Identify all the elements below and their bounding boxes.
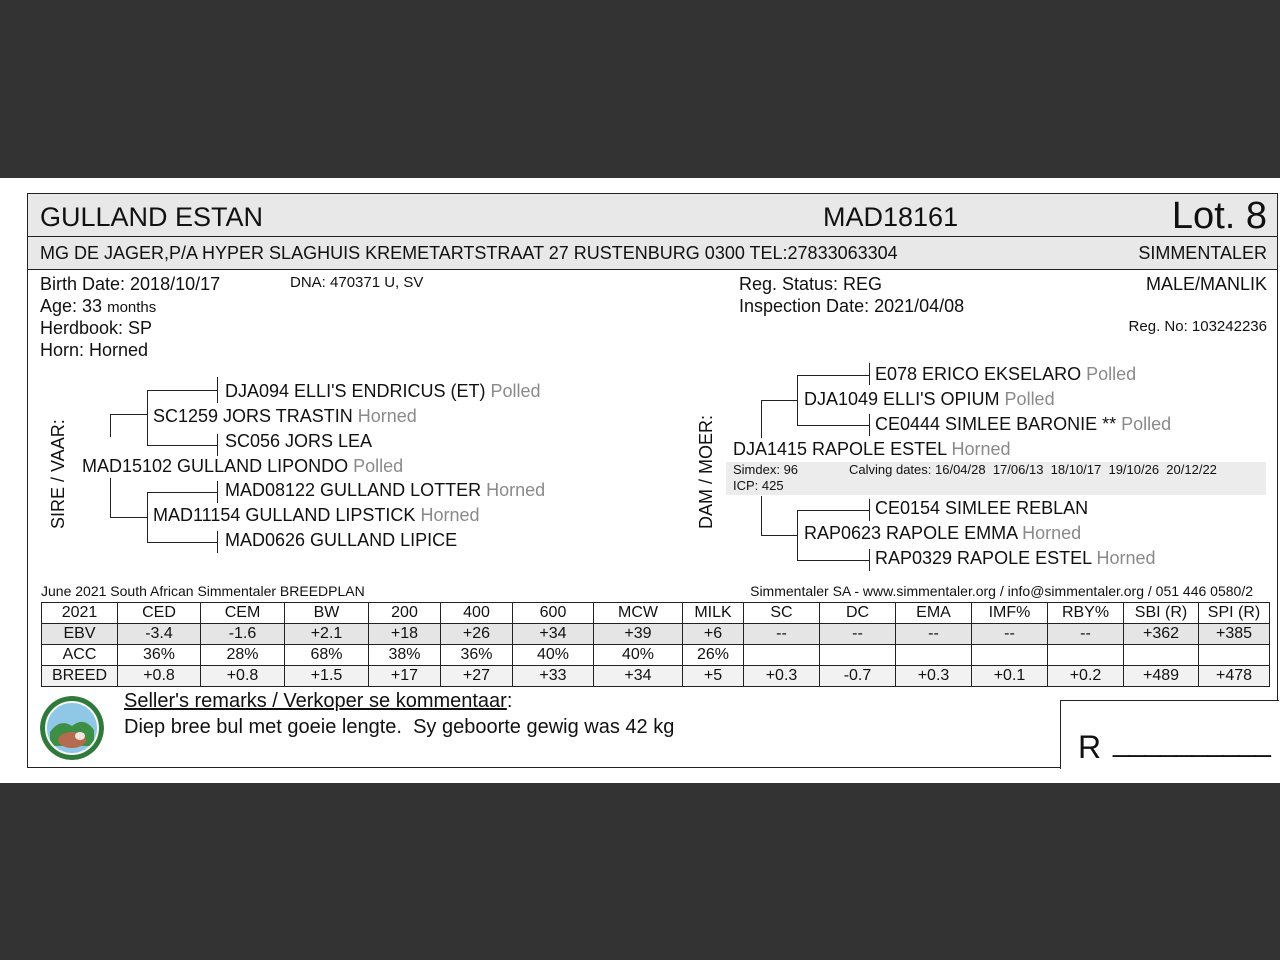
table-cell: -- [896, 624, 972, 645]
dam-sire-dam [875, 414, 1171, 435]
pedigree-line [869, 549, 870, 571]
inspection-date: Inspection Date: 2021/04/08 [739, 296, 965, 316]
herdbook: Herdbook: SP [40, 318, 153, 338]
ancestor-horn: Polled [490, 381, 541, 401]
table-cell: +478 [1199, 666, 1270, 687]
ancestor-horn: Horned [951, 439, 1011, 459]
table-cell: SPI (R) [1199, 603, 1270, 624]
table-cell: +18 [369, 624, 441, 645]
price-box [1060, 700, 1279, 769]
pedigree-line [147, 542, 217, 543]
ancestor-name: SC056 JORS LEA [225, 431, 373, 451]
ancestor-horn: Polled [1004, 389, 1055, 409]
age-value: Age: 33 [40, 296, 103, 316]
table-cell: +0.2 [1048, 666, 1124, 687]
pedigree-line [217, 377, 218, 403]
table-cell: CED [118, 603, 201, 624]
ancestor-name: MAD11154 GULLAND LIPSTICK [153, 505, 416, 525]
ancestor-name: RAP0623 RAPOLE EMMA [804, 523, 1018, 543]
breedplan-table [41, 602, 1270, 687]
table-cell: -- [972, 624, 1048, 645]
simmentaler-logo-icon [40, 696, 104, 760]
title-bar [28, 194, 1277, 237]
sire-sire-sire [225, 381, 541, 402]
ancestor-horn: Horned [1022, 523, 1082, 543]
ancestor-name: E078 ERICO EKSELARO [875, 364, 1082, 384]
dam-dam [804, 523, 1081, 544]
table-cell: -- [744, 624, 820, 645]
catalogue-page [0, 178, 1280, 783]
pedigree-line [147, 492, 148, 543]
table-cell: +0.8 [118, 666, 201, 687]
remarks-text: Diep bree bul met goeie lengte. Sy geboorte gewig was 42 kg [124, 716, 675, 738]
table-cell: CEM [201, 603, 285, 624]
pedigree-line [869, 499, 870, 521]
owner-info: MG DE JAGER,P/A HYPER SLAGHUIS KREMETARTSTRAAT 27 RUSTENBURG 0300 TEL:27833063304 [40, 243, 898, 263]
table-cell: +489 [1124, 666, 1199, 687]
table-cell: -- [1048, 624, 1124, 645]
table-cell: +0.1 [972, 666, 1048, 687]
dam-dam-sire [875, 498, 1088, 519]
table-cell: +1.5 [285, 666, 369, 687]
breedplan-contact: Simmentaler SA - www.simmentaler.org / info@simmentaler.org / 051 446 0580/2 [750, 583, 1253, 599]
pedigree-line [797, 560, 869, 561]
sire [82, 456, 403, 477]
table-row [42, 624, 1270, 645]
age [40, 296, 156, 317]
table-cell [744, 645, 820, 666]
table-cell: 26% [683, 645, 744, 666]
table-cell: +0.8 [201, 666, 285, 687]
dam-sire [804, 389, 1055, 410]
table-row [42, 666, 1270, 687]
table-cell: RBY% [1048, 603, 1124, 624]
table-cell: +26 [441, 624, 513, 645]
table-cell: -0.7 [820, 666, 896, 687]
pedigree-line [147, 390, 148, 446]
table-cell [820, 645, 896, 666]
pedigree-line [147, 390, 217, 391]
table-cell: 38% [369, 645, 441, 666]
table-cell [972, 645, 1048, 666]
table-cell: 2021 [42, 603, 118, 624]
pedigree-line [797, 375, 798, 426]
ancestor-horn: Horned [1096, 548, 1156, 568]
ancestor-name: MAD15102 GULLAND LIPONDO [82, 456, 349, 476]
table-cell: 400 [441, 603, 513, 624]
pedigree-line [761, 535, 797, 536]
lot-number: Lot. 8 [1171, 195, 1267, 237]
table-cell: +33 [513, 666, 594, 687]
pedigree-line [797, 510, 798, 561]
pedigree-line [217, 531, 218, 553]
horn-status: Horn: Horned [40, 340, 149, 360]
dna-info: DNA: 470371 U, SV [290, 274, 424, 291]
table-cell: ACC [42, 645, 118, 666]
table-cell: 40% [513, 645, 594, 666]
table-row [42, 603, 1270, 624]
table-cell: +34 [594, 666, 683, 687]
simdex: Simdex: 96 [733, 462, 799, 477]
table-cell: DC [820, 603, 896, 624]
table-cell: 36% [441, 645, 513, 666]
ancestor-name: DJA1415 RAPOLE ESTEL [733, 439, 947, 459]
sire-sire-dam [225, 431, 372, 452]
table-cell [1199, 645, 1270, 666]
pedigree-line [797, 510, 869, 511]
ancestor-horn: Horned [357, 406, 417, 426]
pedigree-line [761, 496, 762, 536]
table-cell: +362 [1124, 624, 1199, 645]
pedigree-line [869, 414, 870, 436]
ancestor-name: SC1259 JORS TRASTIN [153, 406, 353, 426]
dam-dam-dam [875, 548, 1156, 569]
table-cell: +17 [369, 666, 441, 687]
pedigree-line [110, 478, 111, 518]
age-unit: months [107, 299, 157, 316]
table-cell: 28% [201, 645, 285, 666]
ancestor-horn: Polled [1086, 364, 1137, 384]
table-cell: -- [820, 624, 896, 645]
sire-dam-sire [225, 480, 545, 501]
pedigree-line [147, 492, 217, 493]
pedigree-line [761, 400, 762, 438]
pedigree-line [869, 363, 870, 385]
sire-label: SIRE / VAAR: [48, 419, 68, 529]
breed-name: SIMMENTALER [1138, 243, 1267, 263]
reg-number: Reg. No: 103242236 [1128, 318, 1267, 335]
table-cell: BW [285, 603, 369, 624]
table-cell: +34 [513, 624, 594, 645]
ancestor-name: MAD08122 GULLAND LOTTER [225, 480, 482, 500]
table-cell: SBI (R) [1124, 603, 1199, 624]
table-cell: 40% [594, 645, 683, 666]
table-cell: +27 [441, 666, 513, 687]
table-cell: +6 [683, 624, 744, 645]
table-cell: IMF% [972, 603, 1048, 624]
ancestor-name: CE0154 SIMLEE REBLAN [875, 498, 1089, 518]
lot-card [27, 193, 1278, 768]
birth-date: Birth Date: 2018/10/17 [40, 274, 221, 294]
table-row [42, 645, 1270, 666]
table-cell: 36% [118, 645, 201, 666]
ancestor-horn: Polled [1121, 414, 1172, 434]
ancestor-name: DJA094 ELLI'S ENDRICUS (ET) [225, 381, 486, 401]
icp: ICP: 425 [733, 478, 784, 493]
table-cell: +0.3 [744, 666, 820, 687]
table-cell: SC [744, 603, 820, 624]
dam [733, 439, 1011, 460]
ancestor-name: MAD0626 GULLAND LIPICE [225, 530, 458, 550]
table-cell [896, 645, 972, 666]
price-currency: R [1078, 729, 1102, 765]
table-cell [1048, 645, 1124, 666]
table-cell: EBV [42, 624, 118, 645]
table-cell: MCW [594, 603, 683, 624]
sire-dam [153, 505, 480, 526]
pedigree-line [110, 414, 147, 415]
sex: MALE/MANLIK [1145, 274, 1267, 294]
table-cell: -1.6 [201, 624, 285, 645]
pedigree-line [217, 481, 218, 503]
pedigree-line [147, 445, 217, 446]
table-cell: +385 [1199, 624, 1270, 645]
breedplan-title: June 2021 South African Simmentaler BREEDPLAN [41, 583, 365, 599]
dam-label: DAM / MOER: [696, 414, 716, 529]
table-cell: MILK [683, 603, 744, 624]
table-cell: +0.3 [896, 666, 972, 687]
calving-dates: Calving dates: 16/04/28 17/06/13 18/10/17 19/10/26 20/12/22 [849, 462, 1217, 477]
table-cell: -3.4 [118, 624, 201, 645]
ancestor-horn: Horned [420, 505, 480, 525]
sire-dam-dam [225, 530, 457, 551]
reg-status: Reg. Status: REG [739, 274, 883, 294]
dam-sire-sire [875, 364, 1136, 385]
table-cell: 68% [285, 645, 369, 666]
ancestor-name: DJA1049 ELLI'S OPIUM [804, 389, 1000, 409]
table-cell: 600 [513, 603, 594, 624]
animal-id: MAD18161 [823, 202, 959, 232]
ancestor-horn: Horned [486, 480, 546, 500]
table-cell: BREED [42, 666, 118, 687]
pedigree-line [797, 425, 869, 426]
owner-bar [28, 237, 1277, 270]
pedigree-line [217, 434, 218, 456]
table-cell: EMA [896, 603, 972, 624]
pedigree-line [110, 517, 147, 518]
pedigree-line [110, 414, 111, 437]
table-cell: +39 [594, 624, 683, 645]
table-cell: +5 [683, 666, 744, 687]
table-cell: +2.1 [285, 624, 369, 645]
sire-sire [153, 406, 417, 427]
pedigree-line [761, 400, 797, 401]
ancestor-horn: Polled [353, 456, 404, 476]
table-cell [1124, 645, 1199, 666]
remarks-heading [124, 690, 512, 713]
ancestor-name: RAP0329 RAPOLE ESTEL [875, 548, 1092, 568]
remarks-label: Seller's remarks / Verkoper se kommentaar [124, 690, 507, 712]
price-input-line[interactable]: __________ [1113, 725, 1270, 758]
remarks-colon: : [506, 690, 513, 712]
table-cell: 200 [369, 603, 441, 624]
animal-name: GULLAND ESTAN [40, 202, 264, 232]
pedigree-line [797, 375, 869, 376]
ancestor-name: CE0444 SIMLEE BARONIE ** [875, 414, 1117, 434]
